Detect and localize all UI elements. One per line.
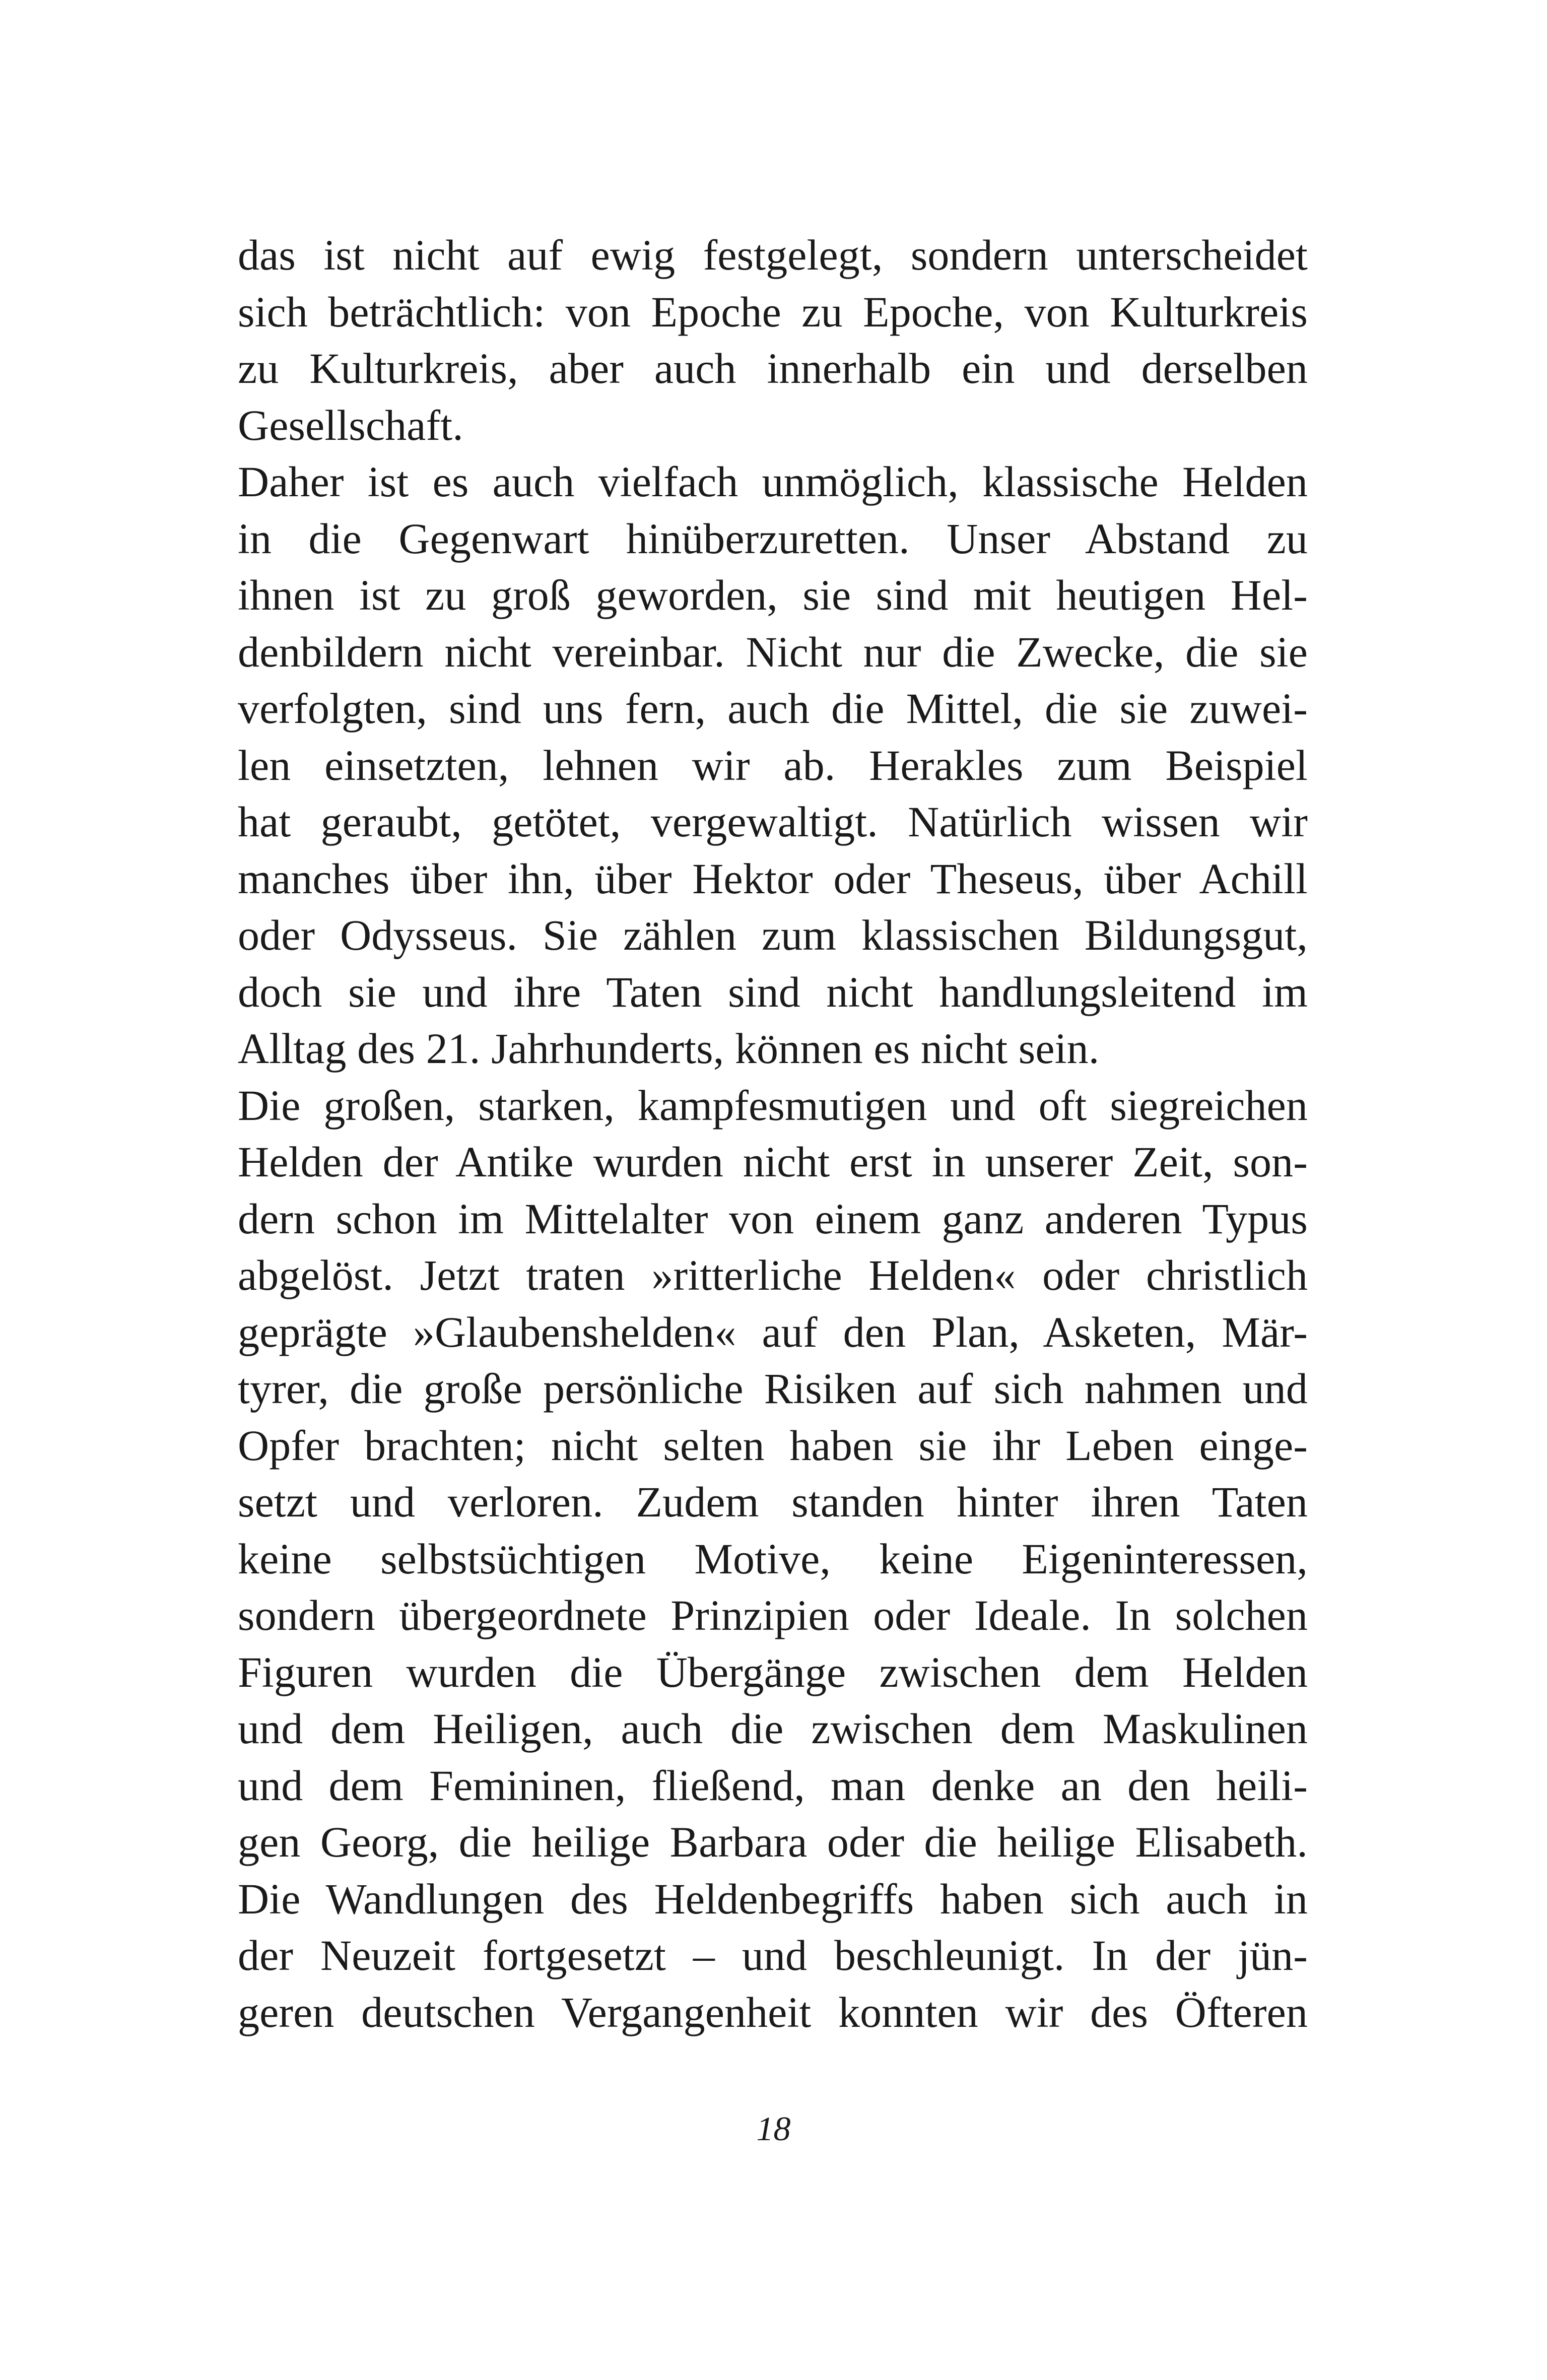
text-line: setzt und verloren. Zudem standen hinter ihren Taten <box>238 1478 1308 1526</box>
text-line: Alltag des 21. Jahrhunderts, können es nicht sein. <box>238 1024 1100 1073</box>
text-line: denbildern nicht vereinbar. Nicht nur die Zwecke, die sie <box>238 627 1308 676</box>
text-line: oder Odysseus. Sie zählen zum klassischen Bildungsgut, <box>238 911 1308 959</box>
text-line: hat geraubt, getötet, vergewaltigt. Natürlich wissen wir <box>238 798 1308 846</box>
text-line: Die großen, starken, kampfesmutigen und oft siegreichen <box>238 1081 1308 1130</box>
text-line: geren deutschen Vergangenheit konnten wir des Öfteren <box>238 1988 1308 2036</box>
text-line: Helden der Antike wurden nicht erst in unserer Zeit, son- <box>238 1138 1308 1186</box>
text-line: zu Kulturkreis, aber auch innerhalb ein und derselben <box>238 344 1308 392</box>
text-line: und dem Heiligen, auch die zwischen dem Maskulinen <box>238 1704 1308 1753</box>
text-line: tyrer, die große persönliche Risiken auf sich nahmen und <box>238 1364 1308 1413</box>
text-line: Opfer brachten; nicht selten haben sie ihr Leben einge- <box>238 1421 1308 1470</box>
text-line: ihnen ist zu groß geworden, sie sind mit heutigen Hel- <box>238 571 1308 619</box>
text-line: sich beträchtlich: von Epoche zu Epoche, von Kulturkreis <box>238 287 1308 336</box>
text-line: Gesellschaft. <box>238 401 463 449</box>
text-line: das ist nicht auf ewig festgelegt, sondern unterscheidet <box>238 231 1308 279</box>
text-line: Die Wandlungen des Heldenbegriffs haben sich auch in <box>238 1874 1308 1923</box>
text-line: Daher ist es auch vielfach unmöglich, klassische Helden <box>238 457 1308 506</box>
text-line: dern schon im Mittelalter von einem ganz anderen Typus <box>238 1194 1308 1243</box>
text-line: manches über ihn, über Hektor oder Theseus, über Achill <box>238 854 1308 903</box>
text-line: in die Gegenwart hinüberzuretten. Unser Abstand zu <box>238 514 1308 563</box>
text-line: und dem Femininen, fließend, man denke an den heili- <box>238 1761 1308 1810</box>
text-line: doch sie und ihre Taten sind nicht handlungsleitend im <box>238 967 1308 1016</box>
text-line: sondern übergeordnete Prinzipien oder Ideale. In solchen <box>238 1591 1308 1639</box>
text-line: len einsetzten, lehnen wir ab. Herakles zum Beispiel <box>238 741 1308 789</box>
page-number: 18 <box>756 2109 791 2148</box>
text-line: Figuren wurden die Übergänge zwischen dem Helden <box>238 1647 1308 1696</box>
text-line: gen Georg, die heilige Barbara oder die heilige Elisabeth. <box>238 1818 1308 1866</box>
body-text <box>238 227 1308 2040</box>
text-line: abgelöst. Jetzt traten »ritterliche Helden« oder christlich <box>238 1251 1308 1299</box>
text-line: verfolgten, sind uns fern, auch die Mittel, die sie zuwei- <box>238 684 1308 733</box>
text-line: geprägte »Glaubenshelden« auf den Plan, Asketen, Mär- <box>238 1307 1308 1356</box>
text-line: der Neuzeit fortgesetzt – und beschleunigt. In der jün- <box>238 1931 1308 1979</box>
text-line: keine selbstsüchtigen Motive, keine Eigeninteressen, <box>238 1534 1308 1583</box>
